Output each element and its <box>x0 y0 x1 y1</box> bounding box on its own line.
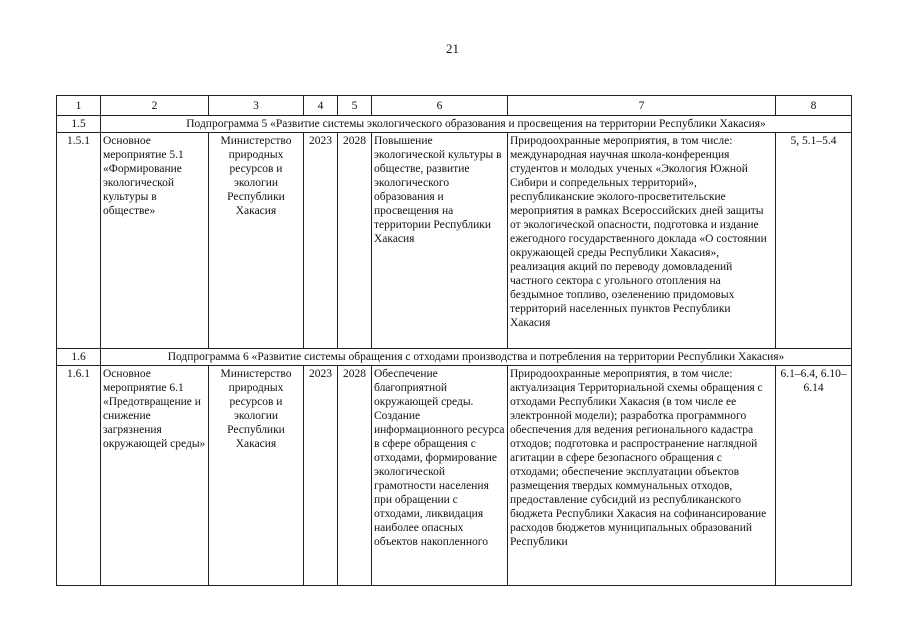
program-table <box>56 95 852 586</box>
subprogram-row <box>57 349 852 366</box>
column-header: 2 <box>101 96 209 116</box>
table-row <box>57 366 852 586</box>
column-header: 7 <box>508 96 776 116</box>
column-header: 5 <box>338 96 372 116</box>
subprogram-code: 1.5 <box>57 116 101 133</box>
subprogram-title: Подпрограмма 6 «Развитие системы обращения с отходами производства и потребления на территории Республики Хакасия» <box>101 349 852 366</box>
column-header: 4 <box>304 96 338 116</box>
end-year-cell: 2028 <box>338 366 372 586</box>
activity-cell: Основное мероприятие 6.1 «Предотвращение и снижение загрязнения окружающей среды» <box>101 366 209 586</box>
indicators-cell: 6.1–6.4, 6.10–6.14 <box>776 366 852 586</box>
indicators-cell: 5, 5.1–5.4 <box>776 133 852 349</box>
activity-cell: Основное мероприятие 5.1 «Формирование экологической культуры в обществе» <box>101 133 209 349</box>
description-cell: Природоохранные мероприятия, в том числе: актуализация Территориальной схемы обращения с отходами Республики Хакасия (в том числе ее электронной модели); разработка программного обеспечения для ведения регионального кадастра отходов; подготовка и распространение наглядной агитации в сфере безопасного обращения с отходами; обеспечение эксплуатации объектов размещения твердых коммунальных отходов, предоставление субсидий из республиканского бюджета Республики Хакасия на софинансирование расходов бюджетов муниципальных образований Республики <box>508 366 776 586</box>
start-year-cell: 2023 <box>304 133 338 349</box>
start-year-cell: 2023 <box>304 366 338 586</box>
column-header: 6 <box>372 96 508 116</box>
executor-cell: Министерство природных ресурсов и экологии Республики Хакасия <box>209 366 304 586</box>
page-number: 21 <box>446 41 459 56</box>
row-number: 1.6.1 <box>57 366 101 586</box>
row-number: 1.5.1 <box>57 133 101 349</box>
end-year-cell: 2028 <box>338 133 372 349</box>
description-cell: Природоохранные мероприятия, в том числе: международная научная школа-конференция студентов и молодых ученых «Экология Южной Сибири и сопредельных территорий», республиканские эколого-просветительские мероприятия в рамках Всероссийских дней защиты от экологической опасности, подготовка и издание ежегодного государственного доклада «О состоянии окружающей среды Республики Хакасия», реализация акций по переводу домовладений частного сектора с угольного отопления на бездымное топливо, озеленению придомовых территорий населенных пунктов Республики Хакасия <box>508 133 776 349</box>
table-row <box>57 133 852 349</box>
result-cell: Обеспечение благоприятной окружающей среды. Создание информационного ресурса в сфере обращения с отходами, формирование экологической грамотности населения при обращении с отходами, ликвидация наиболее опасных объектов накопленного <box>372 366 508 586</box>
executor-cell: Министерство природных ресурсов и экологии Республики Хакасия <box>209 133 304 349</box>
column-header: 3 <box>209 96 304 116</box>
subprogram-title: Подпрограмма 5 «Развитие системы экологического образования и просвещения на территории Республики Хакасия» <box>101 116 852 133</box>
result-cell: Повышение экологической культуры в обществе, развитие экологического образования и просвещения на территории Республики Хакасия <box>372 133 508 349</box>
column-header: 1 <box>57 96 101 116</box>
subprogram-row <box>57 116 852 133</box>
table-header-row <box>57 96 852 116</box>
subprogram-code: 1.6 <box>57 349 101 366</box>
column-header: 8 <box>776 96 852 116</box>
